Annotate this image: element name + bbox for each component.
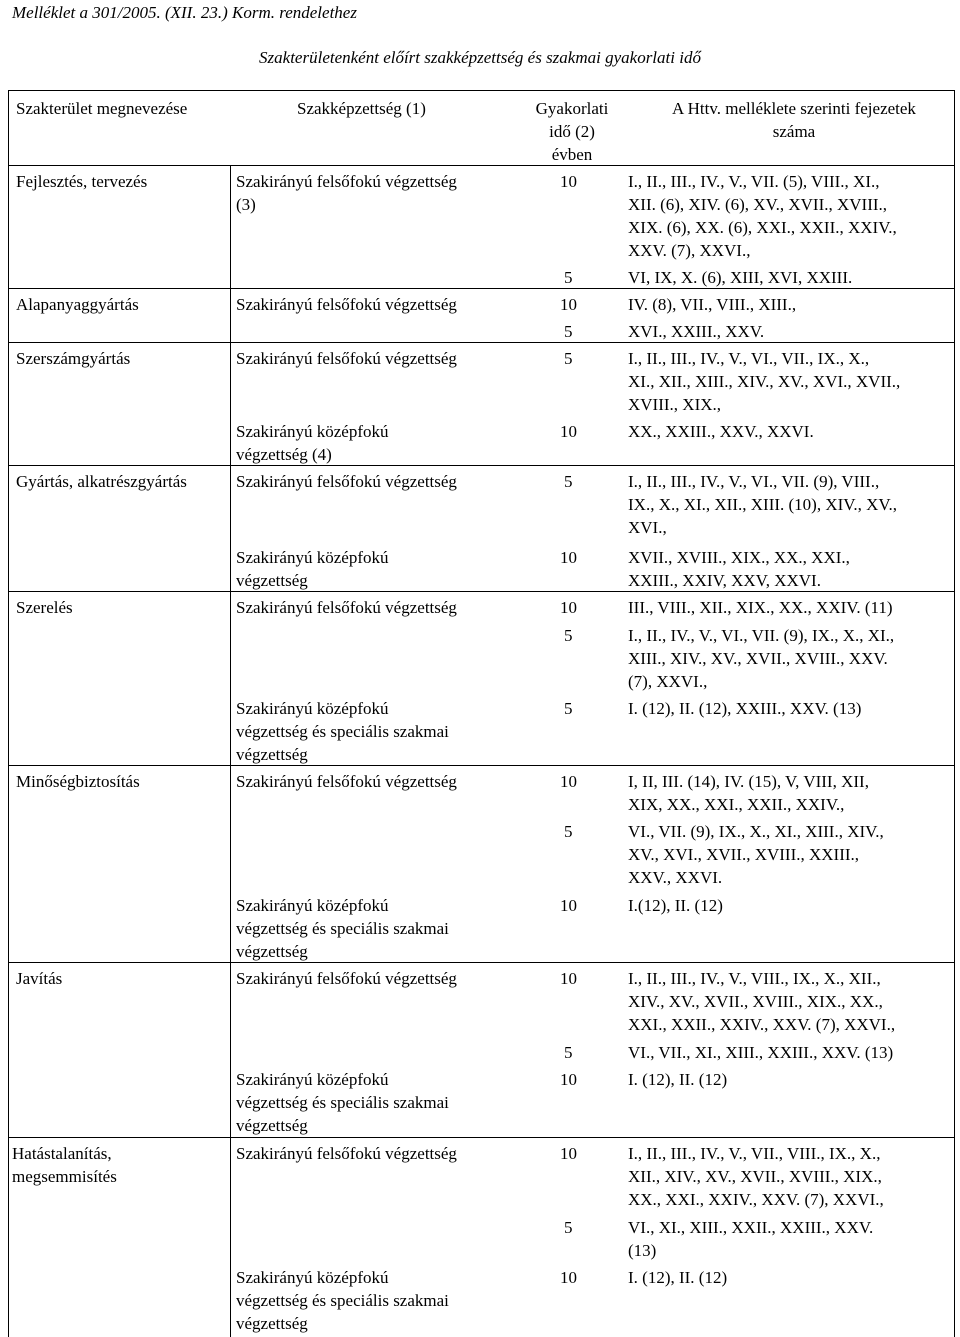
practice-years: 10 [560,1144,577,1163]
annex-reference: Melléklet a 301/2005. (XII. 23.) Korm. rendelethez [12,3,357,22]
qualification: Szakirányú felsőfokú végzettség [236,172,457,191]
practice-years: 10 [560,1268,577,1287]
practice-years: 5 [564,1043,573,1062]
row-rule [8,591,954,592]
chapter-list: I., II., III., IV., V., VII., VIII., IX., X., [628,1144,881,1163]
area-name: Gyártás, alkatrészgyártás [16,472,187,491]
area-name: Szerszámgyártás [16,349,131,368]
row-rule [8,765,954,766]
row-rule [8,465,954,466]
chapter-list: XX., XXI., XXIV., XXV. (7), XXVI., [628,1190,884,1209]
chapter-list: (7), XXVI., [628,672,708,691]
row-rule [8,288,954,289]
col-header-chapters-line1: A Httv. melléklete szerinti fejezetek [672,99,916,118]
qualification: Szakirányú felsőfokú végzettség [236,295,457,314]
area-name: Szerelés [16,598,73,617]
qualification: Szakirányú felsőfokú végzettség [236,472,457,491]
row-rule [8,342,954,343]
qualification: Szakirányú középfokú [236,896,389,915]
qualification: Szakirányú középfokú [236,699,389,718]
chapter-list: I. (12), II. (12) [628,1268,728,1287]
column-rule [8,90,9,1337]
practice-years: 10 [560,548,577,567]
practice-years: 5 [564,472,573,491]
chapter-list: XVIII., XIX., [628,395,722,414]
chapter-list: XII. (6), XIV. (6), XV., XVII., XVIII., [628,195,888,214]
chapter-list: I., II., III., IV., V., VI., VII., IX., X., [628,349,870,368]
practice-years: 5 [564,322,573,341]
chapter-list: I., II., IV., V., VI., VII. (9), IX., X., XI., [628,626,895,645]
chapter-list: XVII., XVIII., XIX., XX., XXI., [628,548,850,567]
chapter-list: VI., XI., XIII., XXII., XXIII., XXV. [628,1218,874,1237]
qualification: végzettség [236,942,308,961]
chapter-list: XXV. (7), XXVI., [628,241,751,260]
qualification: végzettség és speciális szakmai [236,722,449,741]
qualification: végzettség [236,745,308,764]
qualification: Szakirányú középfokú [236,422,389,441]
chapter-list: I., II., III., IV., V., VII. (5), VIII., XI., [628,172,880,191]
header-rule-top [8,90,954,91]
chapter-list: I, II, III. (14), IV. (15), V, VIII, XII, [628,772,869,791]
qualification: végzettség (4) [236,445,332,464]
chapter-list: VI., VII. (9), IX., X., XI., XIII., XIV., [628,822,884,841]
qualification: Szakirányú felsőfokú végzettség [236,772,457,791]
practice-years: 5 [564,822,573,841]
qualification: végzettség [236,1116,308,1135]
chapter-list: XIII., XIV., XV., XVII., XVIII., XXV. [628,649,888,668]
qualification: végzettség és speciális szakmai [236,1093,449,1112]
chapter-list: I., II., III., IV., V., VIII., IX., X., XII., [628,969,881,988]
row-rule [8,165,954,166]
practice-years: 10 [560,969,577,988]
qualification: végzettség [236,1314,308,1333]
chapter-list: VI, IX, X. (6), XIII, XVI, XXIII. [628,268,853,287]
qualification: Szakirányú középfokú [236,1070,389,1089]
chapter-list: XXIII., XXIV, XXV, XXVI. [628,571,821,590]
col-header-practice-line1: Gyakorlati [535,99,609,118]
qualification: Szakirányú középfokú [236,548,389,567]
col-header-practice-line2: idő (2) [549,122,595,141]
col-header-qualification: Szakképzettség (1) [297,99,426,118]
qualification: végzettség és speciális szakmai [236,919,449,938]
chapter-list: I. (12), II. (12) [628,1070,728,1089]
qualification: Szakirányú felsőfokú végzettség [236,969,457,988]
col-header-practice-line3: évben [551,145,593,164]
chapter-list: XIV., XV., XVII., XVIII., XIX., XX., [628,992,883,1011]
chapter-list: III., VIII., XII., XIX., XX., XXIV. (11) [628,598,893,617]
practice-years: 5 [564,268,573,287]
qualification: (3) [236,195,256,214]
practice-years: 5 [564,626,573,645]
column-rule [230,166,231,1337]
document-title: Szakterületenként előírt szakképzettség és szakmai gyakorlati idő [259,48,701,67]
practice-years: 10 [560,295,577,314]
practice-years: 10 [560,422,577,441]
chapter-list: XIX, XX., XXI., XXII., XXIV., [628,795,845,814]
qualification: Szakirányú felsőfokú végzettség [236,1144,457,1163]
col-header-chapters-line2: száma [772,122,816,141]
chapter-list: XIX. (6), XX. (6), XXI., XXII., XXIV., [628,218,897,237]
qualification: végzettség és speciális szakmai [236,1291,449,1310]
chapter-list: (13) [628,1241,657,1260]
row-rule [8,962,954,963]
practice-years: 10 [560,772,577,791]
chapter-list: I.(12), II. (12) [628,896,723,915]
chapter-list: XXI., XXII., XXIV., XXV. (7), XXVI., [628,1015,896,1034]
area-name: Minőségbiztosítás [16,772,140,791]
chapter-list: XV., XVI., XVII., XVIII., XXIII., [628,845,860,864]
practice-years: 10 [560,172,577,191]
chapter-list: XX., XXIII., XXV., XXVI. [628,422,814,441]
chapter-list: XVI., XXIII., XXV. [628,322,765,341]
area-name: Hatástalanítás, megsemmisítés [12,1144,117,1186]
chapter-list: IV. (8), VII., VIII., XIII., [628,295,797,314]
practice-years: 5 [564,699,573,718]
row-rule [8,1137,954,1138]
chapter-list: XI., XII., XIII., XIV., XV., XVI., XVII., [628,372,901,391]
qualification: végzettség [236,571,308,590]
practice-years: 5 [564,1218,573,1237]
practice-years: 10 [560,896,577,915]
area-name: Fejlesztés, tervezés [16,172,148,191]
chapter-list: XXV., XXVI. [628,868,723,887]
chapter-list: I. (12), II. (12), XXIII., XXV. (13) [628,699,862,718]
column-rule [954,90,955,1337]
area-name: Javítás [16,969,63,988]
col-header-area: Szakterület megnevezése [16,99,188,118]
practice-years: 10 [560,598,577,617]
qualification: Szakirányú felsőfokú végzettség [236,598,457,617]
practice-years: 10 [560,1070,577,1089]
area-name: Alapanyaggyártás [16,295,139,314]
practice-years: 5 [564,349,573,368]
chapter-list: VI., VII., XI., XIII., XXIII., XXV. (13) [628,1043,894,1062]
chapter-list: IX., X., XI., XII., XIII. (10), XIV., XV., [628,495,897,514]
chapter-list: XVI., [628,518,667,537]
chapter-list: I., II., III., IV., V., VI., VII. (9), VIII., [628,472,880,491]
chapter-list: XII., XIV., XV., XVII., XVIII., XIX., [628,1167,882,1186]
qualification: Szakirányú középfokú [236,1268,389,1287]
qualification: Szakirányú felsőfokú végzettség [236,349,457,368]
